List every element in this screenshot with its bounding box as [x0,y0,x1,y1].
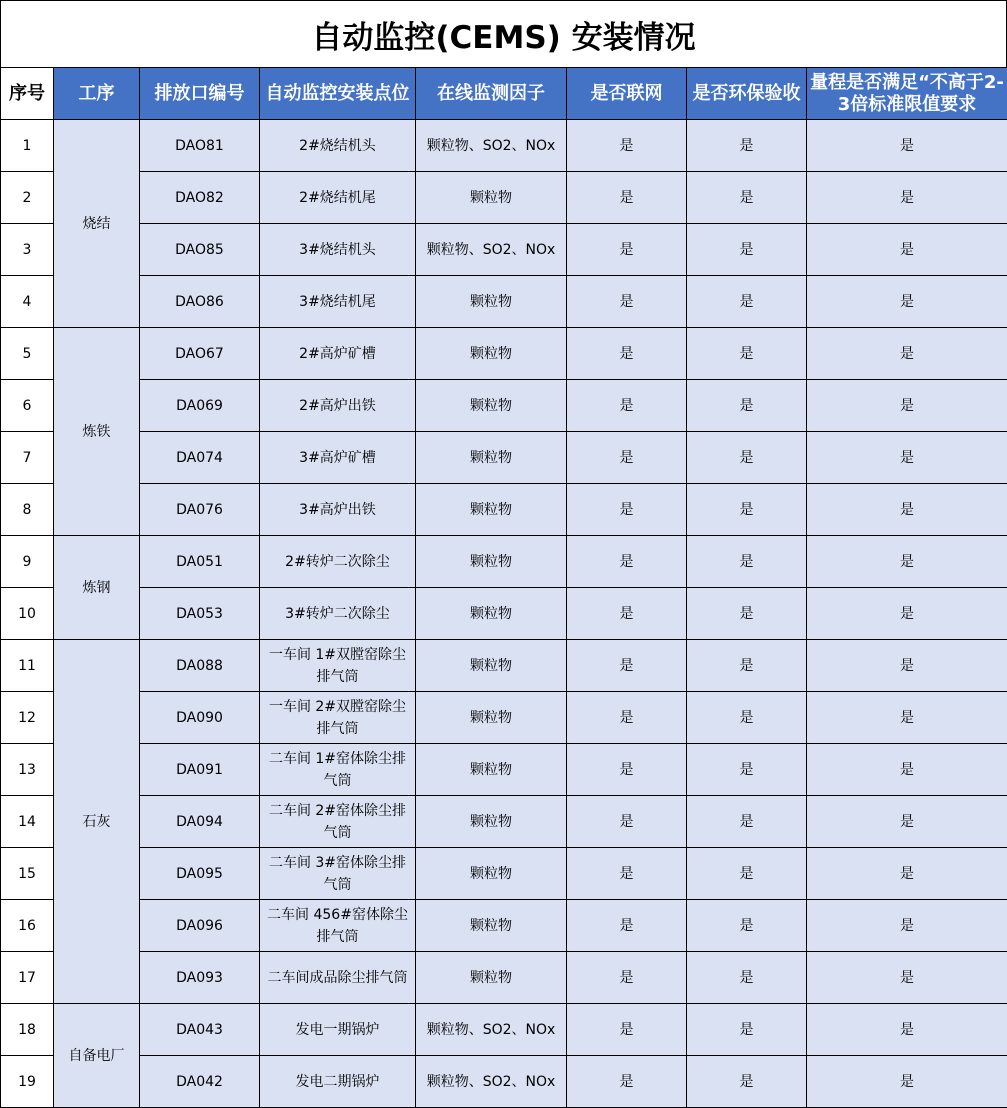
cell-factor: 颗粒物 [416,432,567,484]
cell-network: 是 [567,1056,687,1108]
cell-no: 19 [1,1056,54,1108]
table-row [1,120,1007,172]
cell-network: 是 [567,952,687,1004]
cell-network: 是 [567,640,687,692]
cell-network: 是 [567,380,687,432]
cell-outlet: DAO86 [140,276,260,328]
table-row [1,588,1007,640]
table-row [1,172,1007,224]
cell-outlet: DA053 [140,588,260,640]
cell-outlet: DA074 [140,432,260,484]
cell-network: 是 [567,692,687,744]
cell-process: 烧结 [54,120,140,328]
cell-point: 2#烧结机头 [260,120,416,172]
cell-point: 二车间 3#窑体除尘排气筒 [260,848,416,900]
cell-point: 3#高炉出铁 [260,484,416,536]
cell-no: 3 [1,224,54,276]
cell-point: 二车间成品除尘排气筒 [260,952,416,1004]
cell-point: 二车间 2#窑体除尘排气筒 [260,796,416,848]
table-row [1,224,1007,276]
cell-acceptance: 是 [687,692,807,744]
cell-factor: 颗粒物、SO2、NOx [416,224,567,276]
cell-range: 是 [807,640,1007,692]
cems-table [0,67,1007,1108]
cell-network: 是 [567,328,687,380]
cell-acceptance: 是 [687,900,807,952]
cell-network: 是 [567,588,687,640]
cell-no: 7 [1,432,54,484]
cell-point: 3#烧结机头 [260,224,416,276]
cell-no: 16 [1,900,54,952]
table-row [1,1056,1007,1108]
cell-range: 是 [807,900,1007,952]
cell-network: 是 [567,432,687,484]
cell-factor: 颗粒物 [416,744,567,796]
cell-outlet: DA088 [140,640,260,692]
cell-no: 5 [1,328,54,380]
cell-outlet: DA095 [140,848,260,900]
cell-acceptance: 是 [687,380,807,432]
table-row [1,380,1007,432]
table-row [1,276,1007,328]
cell-range: 是 [807,848,1007,900]
cell-process: 石灰 [54,640,140,1004]
cell-process: 自备电厂 [54,1004,140,1108]
cell-point: 一车间 2#双膛窑除尘排气筒 [260,692,416,744]
cell-outlet: DA094 [140,796,260,848]
cell-outlet: DAO67 [140,328,260,380]
cell-no: 15 [1,848,54,900]
cell-range: 是 [807,172,1007,224]
cell-network: 是 [567,172,687,224]
cell-factor: 颗粒物 [416,380,567,432]
cell-range: 是 [807,952,1007,1004]
cell-outlet: DA051 [140,536,260,588]
cell-acceptance: 是 [687,952,807,1004]
cell-factor: 颗粒物 [416,900,567,952]
cell-acceptance: 是 [687,536,807,588]
cell-no: 13 [1,744,54,796]
cell-network: 是 [567,120,687,172]
table-row [1,900,1007,952]
cell-range: 是 [807,484,1007,536]
cell-network: 是 [567,744,687,796]
cell-point: 3#转炉二次除尘 [260,588,416,640]
header-no: 序号 [1,68,54,120]
cell-no: 18 [1,1004,54,1056]
cell-range: 是 [807,432,1007,484]
cell-no: 4 [1,276,54,328]
cell-factor: 颗粒物 [416,952,567,1004]
table-row [1,536,1007,588]
cell-outlet: DA090 [140,692,260,744]
header-process: 工序 [54,68,140,120]
table-row [1,484,1007,536]
cell-no: 12 [1,692,54,744]
cell-range: 是 [807,536,1007,588]
cell-point: 2#转炉二次除尘 [260,536,416,588]
cell-factor: 颗粒物 [416,328,567,380]
cell-no: 11 [1,640,54,692]
cell-range: 是 [807,588,1007,640]
cell-no: 17 [1,952,54,1004]
cell-acceptance: 是 [687,796,807,848]
table-row [1,1004,1007,1056]
cell-acceptance: 是 [687,276,807,328]
cell-network: 是 [567,224,687,276]
cell-outlet: DA042 [140,1056,260,1108]
cell-acceptance: 是 [687,484,807,536]
cell-factor: 颗粒物、SO2、NOx [416,1056,567,1108]
cell-no: 2 [1,172,54,224]
cell-factor: 颗粒物 [416,796,567,848]
table-row [1,432,1007,484]
cell-network: 是 [567,484,687,536]
cell-point: 发电二期锅炉 [260,1056,416,1108]
cell-range: 是 [807,380,1007,432]
cell-outlet: DA096 [140,900,260,952]
cell-acceptance: 是 [687,588,807,640]
cell-factor: 颗粒物 [416,484,567,536]
table-row [1,692,1007,744]
header-range: 量程是否满足“不高于2-3倍标准限值要求 [807,68,1007,120]
cell-acceptance: 是 [687,224,807,276]
cell-outlet: DA076 [140,484,260,536]
header-network: 是否联网 [567,68,687,120]
cell-no: 9 [1,536,54,588]
cell-factor: 颗粒物 [416,172,567,224]
cell-process: 炼钢 [54,536,140,640]
cell-outlet: DAO81 [140,120,260,172]
cell-range: 是 [807,1004,1007,1056]
cell-range: 是 [807,692,1007,744]
cell-outlet: DA069 [140,380,260,432]
header-point: 自动监控安装点位 [260,68,416,120]
cell-network: 是 [567,848,687,900]
cell-factor: 颗粒物 [416,276,567,328]
cell-acceptance: 是 [687,328,807,380]
table-row [1,328,1007,380]
cell-point: 二车间 1#窑体除尘排气筒 [260,744,416,796]
cell-point: 发电一期锅炉 [260,1004,416,1056]
table-row [1,744,1007,796]
table-row [1,848,1007,900]
header-factor: 在线监测因子 [416,68,567,120]
cell-acceptance: 是 [687,1004,807,1056]
cell-point: 一车间 1#双膛窑除尘排气筒 [260,640,416,692]
cell-factor: 颗粒物、SO2、NOx [416,120,567,172]
cell-outlet: DAO85 [140,224,260,276]
cell-outlet: DAO82 [140,172,260,224]
cell-acceptance: 是 [687,848,807,900]
table-row [1,796,1007,848]
cell-no: 6 [1,380,54,432]
page-title: 自动监控(CEMS) 安装情况 [0,0,1007,67]
cell-factor: 颗粒物 [416,848,567,900]
cell-range: 是 [807,744,1007,796]
cell-network: 是 [567,900,687,952]
cell-acceptance: 是 [687,120,807,172]
cell-process: 炼铁 [54,328,140,536]
header-acceptance: 是否环保验收 [687,68,807,120]
cell-factor: 颗粒物 [416,692,567,744]
cell-acceptance: 是 [687,640,807,692]
cell-no: 14 [1,796,54,848]
cell-range: 是 [807,796,1007,848]
cell-point: 3#高炉矿槽 [260,432,416,484]
cell-range: 是 [807,276,1007,328]
header-row [1,68,1007,120]
cell-network: 是 [567,1004,687,1056]
cell-factor: 颗粒物 [416,640,567,692]
cell-outlet: DA093 [140,952,260,1004]
cell-no: 1 [1,120,54,172]
cell-acceptance: 是 [687,172,807,224]
cell-factor: 颗粒物、SO2、NOx [416,1004,567,1056]
cell-factor: 颗粒物 [416,588,567,640]
cell-point: 2#高炉矿槽 [260,328,416,380]
cell-no: 10 [1,588,54,640]
cell-range: 是 [807,224,1007,276]
table-row [1,952,1007,1004]
cell-acceptance: 是 [687,744,807,796]
cell-acceptance: 是 [687,1056,807,1108]
cell-network: 是 [567,796,687,848]
cell-network: 是 [567,536,687,588]
cell-factor: 颗粒物 [416,536,567,588]
cell-outlet: DA091 [140,744,260,796]
cell-range: 是 [807,1056,1007,1108]
cell-acceptance: 是 [687,432,807,484]
cell-network: 是 [567,276,687,328]
cell-outlet: DA043 [140,1004,260,1056]
cell-point: 二车间 456#窑体除尘排气筒 [260,900,416,952]
table-row [1,640,1007,692]
cell-point: 3#烧结机尾 [260,276,416,328]
cell-no: 8 [1,484,54,536]
cell-range: 是 [807,120,1007,172]
header-outlet: 排放口编号 [140,68,260,120]
cell-point: 2#烧结机尾 [260,172,416,224]
cell-point: 2#高炉出铁 [260,380,416,432]
cell-range: 是 [807,328,1007,380]
